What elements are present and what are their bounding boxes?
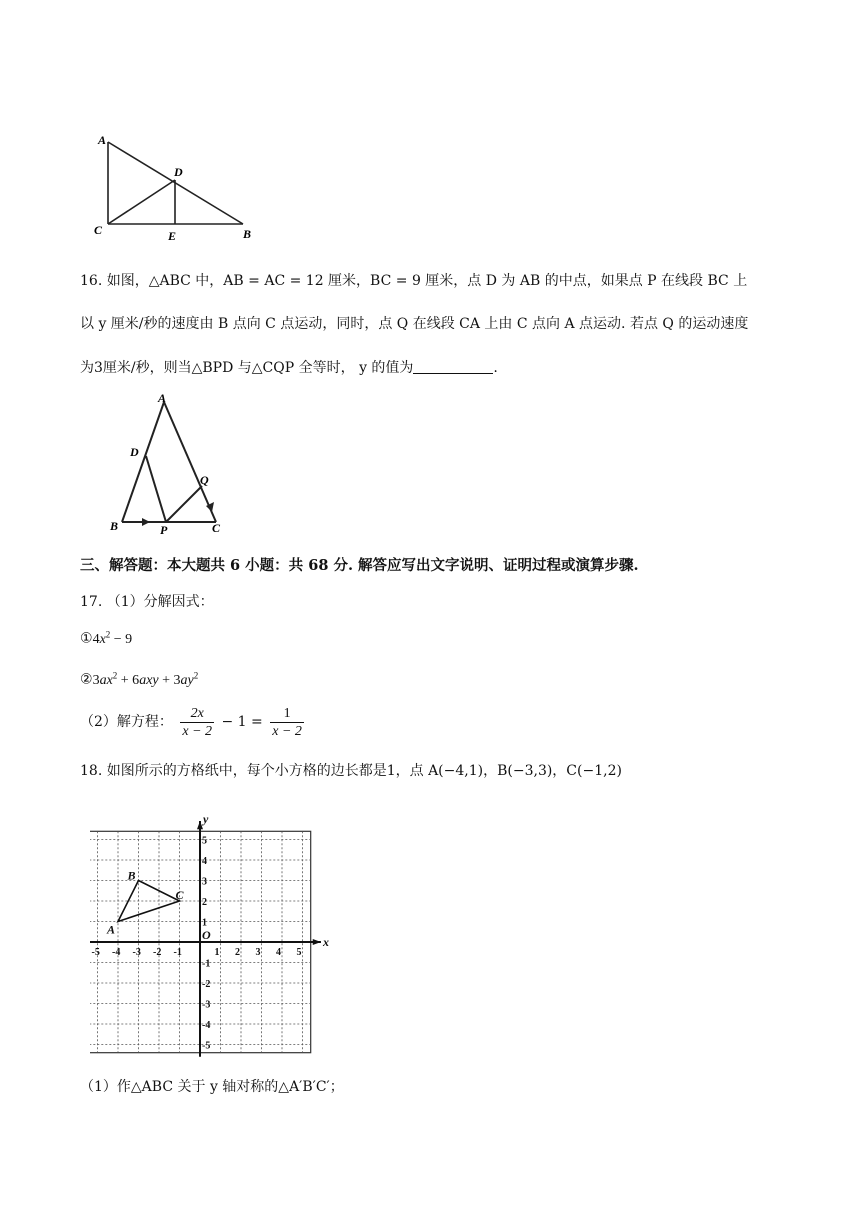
q17-item1-num: ① bbox=[80, 630, 93, 647]
q17-part2-label: （2）解方程： bbox=[80, 714, 173, 730]
q16-line1: 16. 如图，△ABC 中，AB = AC = 12 厘米，BC = 9 厘米，点 D 为 AB 的中点，如果点 P 在线段 BC 上 bbox=[80, 273, 748, 289]
label-c: C bbox=[94, 223, 103, 237]
y-tick-label: 3 bbox=[202, 876, 207, 888]
label-b: B bbox=[243, 227, 252, 241]
x-tick-label: 1 bbox=[214, 947, 220, 958]
y-tick-label: -4 bbox=[202, 1020, 211, 1031]
q17-item2-num: ② bbox=[80, 671, 93, 688]
q16-line3-end: . bbox=[493, 360, 498, 376]
q16-line3-b: y 的值为 bbox=[359, 360, 414, 376]
x-tick-label: -2 bbox=[153, 947, 162, 958]
x-tick-label: -3 bbox=[132, 947, 141, 958]
label-q16-b: B bbox=[110, 519, 119, 533]
x-tick-label: 4 bbox=[276, 947, 281, 958]
x-tick-label: 2 bbox=[235, 947, 240, 958]
y-tick-label: -3 bbox=[202, 999, 211, 1011]
label-a: A bbox=[98, 133, 107, 147]
x-tick-label: 5 bbox=[296, 947, 302, 958]
x-tick-label: 3 bbox=[255, 947, 261, 958]
x-axis-arrow bbox=[313, 939, 321, 945]
label-d: D bbox=[174, 165, 183, 179]
label-q16-c: C bbox=[212, 521, 221, 535]
figure-q16 bbox=[104, 388, 234, 538]
q16-line3-a: 为3厘米/秒，则当△BPD 与△CQP 全等时， bbox=[80, 360, 355, 376]
y-tick-label: -5 bbox=[202, 1040, 211, 1052]
eq-denominator: x − 2 bbox=[182, 723, 213, 739]
eq-numerator: 2x bbox=[180, 705, 214, 723]
label-q16-d: D bbox=[130, 445, 139, 459]
coordinate-grid bbox=[90, 800, 340, 1060]
label-q16-q: Q bbox=[200, 473, 209, 487]
eq-right-denominator: x − 2 bbox=[272, 723, 302, 739]
x-tick-label: -4 bbox=[112, 947, 121, 958]
x-tick-label: -1 bbox=[173, 947, 182, 958]
point-c-label: C bbox=[175, 888, 184, 902]
point-a-label: A bbox=[107, 922, 116, 937]
eq-right-numerator: 1 bbox=[270, 705, 304, 723]
origin-label: O bbox=[202, 928, 211, 942]
section3-title: 三、解答题：本大题共 6 小题：共 68 分. 解答应写出文字说明、证明过程或演算步骤. bbox=[80, 557, 639, 574]
answer-blank bbox=[413, 359, 493, 374]
point-b-label: B bbox=[127, 868, 136, 883]
q17-item2: $②3ax^2 + 6axy + 3ay^2$ bbox=[80, 670, 199, 688]
label-e: E bbox=[168, 229, 177, 243]
figure-triangle-abc bbox=[88, 128, 268, 248]
q17-item1: $①4x^2 - 9$ bbox=[80, 629, 133, 647]
q17-part2 bbox=[80, 704, 307, 740]
q17-intro: 17. （1）分解因式： bbox=[80, 594, 214, 610]
y-tick-label: 5 bbox=[202, 835, 207, 847]
y-tick-label: 2 bbox=[202, 897, 207, 908]
y-tick-label: 1 bbox=[202, 917, 207, 929]
q16-line2: 以 y 厘米/秒的速度由 B 点向 C 点运动，同时，点 Q 在线段 CA 上由 C 点向 A 点运动. 若点 Q 的运动速度 bbox=[80, 316, 749, 332]
q18-part1: （1）作△ABC 关于 y 轴对称的△A′B′C′； bbox=[80, 1079, 344, 1095]
x-axis-label: x bbox=[323, 935, 329, 949]
y-tick-label: 4 bbox=[202, 856, 207, 867]
y-tick-label: -1 bbox=[202, 958, 211, 970]
y-tick-label: -2 bbox=[202, 979, 211, 990]
equation-left-fraction bbox=[180, 705, 214, 740]
q16-line3 bbox=[80, 357, 498, 377]
eq-middle: − 1 = bbox=[221, 714, 263, 730]
label-q16-a: A bbox=[158, 391, 167, 405]
y-axis-label: y bbox=[203, 812, 209, 827]
x-tick-label: -5 bbox=[91, 947, 100, 958]
label-q16-p: P bbox=[160, 523, 168, 537]
equation-right-fraction bbox=[270, 705, 304, 740]
q18-text: 18. 如图所示的方格纸中，每个小方格的边长都是1，点 A(−4,1)，B(−3,3)，C(−1,2) bbox=[80, 763, 622, 779]
